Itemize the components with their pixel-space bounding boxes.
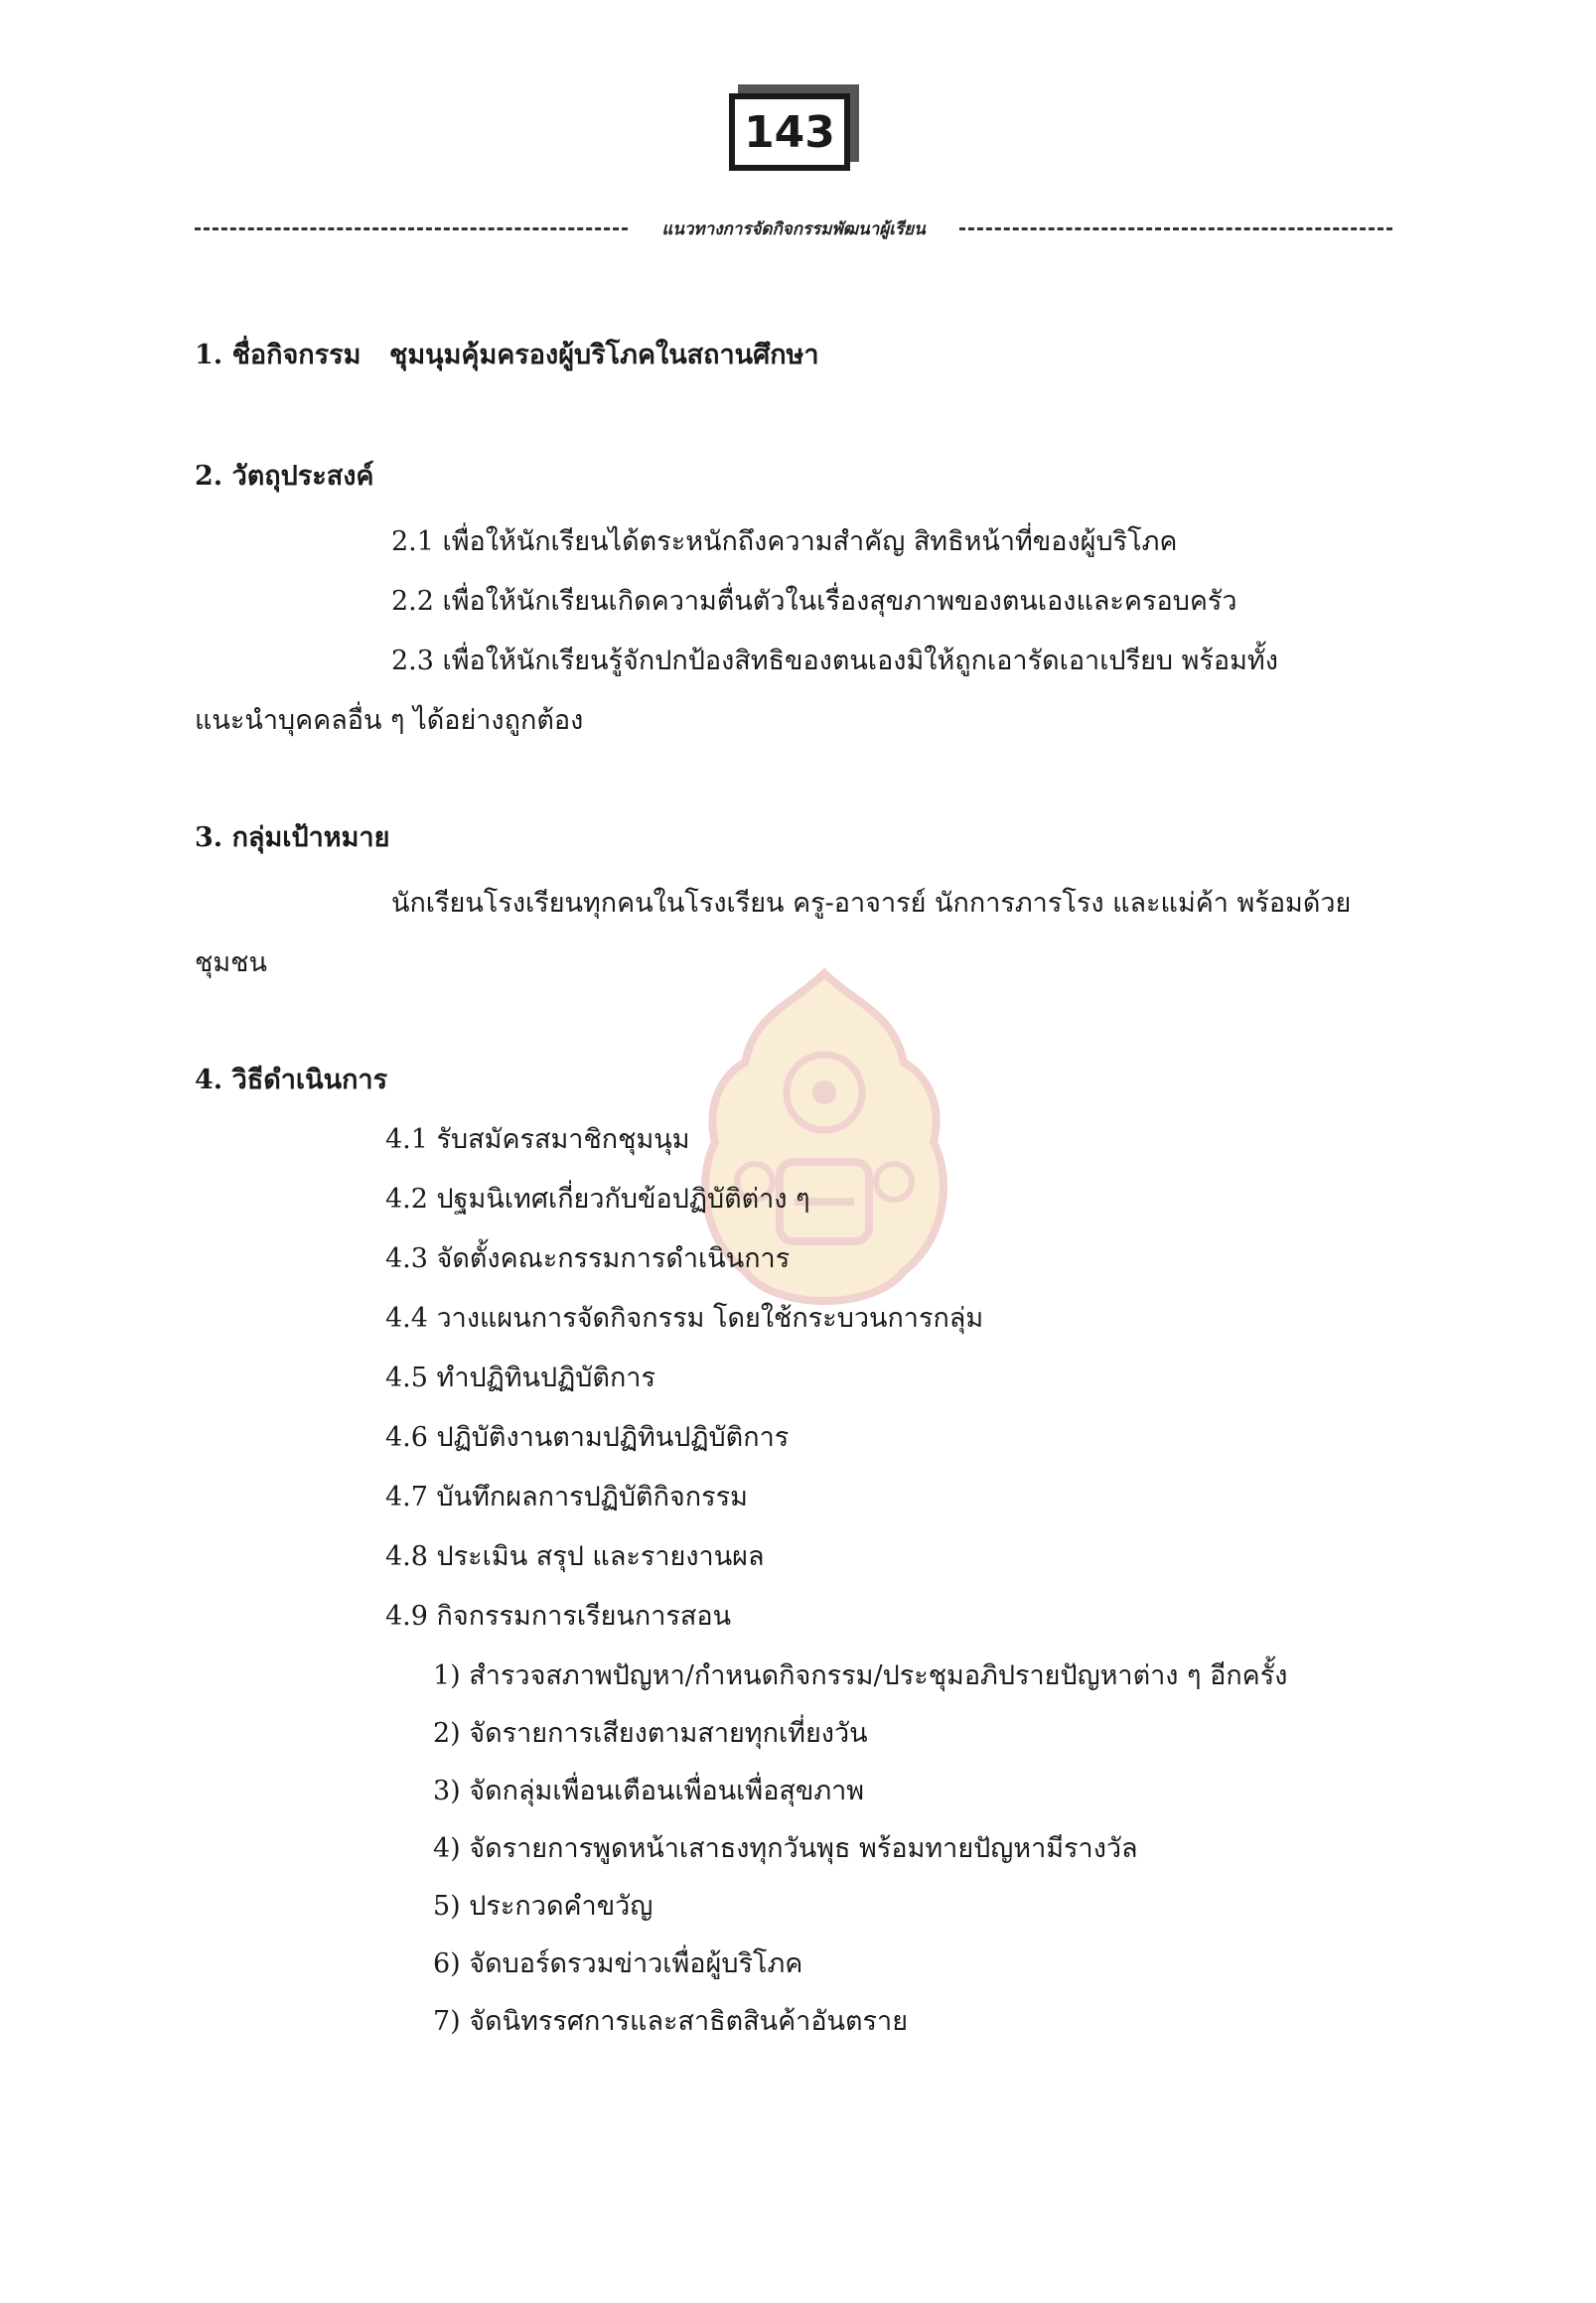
procedure-item: 4.3 จัดตั้งคณะกรรมการดำเนินการ bbox=[385, 1243, 791, 1274]
teaching-activity-item: 5) ประกวดคำขวัญ bbox=[433, 1891, 653, 1922]
procedure-item: 4.5 ทำปฏิทินปฏิบัติการ bbox=[385, 1363, 655, 1393]
header-title: แนวทางการจัดกิจกรรมพัฒนาผู้เรียน bbox=[661, 218, 926, 239]
objective-item-2: 2.2 เพื่อให้นักเรียนเกิดความตื่นตัวในเรื่องสุขภาพของตนเองและครอบครัว bbox=[391, 586, 1237, 617]
procedure-item: 4.2 ปฐมนิเทศเกี่ยวกับข้อปฏิบัติต่าง ๆ bbox=[385, 1184, 810, 1215]
teaching-activity-item: 6) จัดบอร์ดรวมข่าวเพื่อผู้บริโภค bbox=[433, 1948, 803, 1979]
objective-item-3-continuation: แนะนำบุคคลอื่น ๆ ได้อย่างถูกต้อง bbox=[195, 705, 584, 736]
procedure-item: 4.9 กิจกรรมการเรียนการสอน bbox=[385, 1601, 732, 1632]
procedure-item: 4.1 รับสมัครสมาชิกชุมนุม bbox=[385, 1124, 690, 1155]
teaching-activity-item: 4) จัดรายการพูดหน้าเสาธงทุกวันพุธ พร้อมทายปัญหามีรางวัล bbox=[433, 1833, 1138, 1864]
procedure-item: 4.8 ประเมิน สรุป และรายงานผล bbox=[385, 1541, 765, 1572]
section-2-label: 2. วัตถุประสงค์ bbox=[195, 461, 374, 492]
section-1-row bbox=[195, 338, 819, 373]
procedure-item: 4.6 ปฏิบัติงานตามปฏิทินปฏิบัติการ bbox=[385, 1422, 790, 1453]
page-number: 143 bbox=[729, 93, 850, 171]
section-3-label: 3. กลุ่มเป้าหมาย bbox=[195, 822, 390, 853]
teaching-activity-item: 1) สำรวจสภาพปัญหา/กำหนดกิจกรรม/ประชุมอภิปรายปัญหาต่าง ๆ อีกครั้ง bbox=[433, 1660, 1288, 1691]
teaching-activity-item: 7) จัดนิทรรศการและสาธิตสินค้าอันตราย bbox=[433, 2006, 909, 2037]
procedure-item: 4.4 วางแผนการจัดกิจกรรม โดยใช้กระบวนการกลุ่ม bbox=[385, 1303, 984, 1334]
target-group-line-2: ชุมชน bbox=[195, 947, 267, 978]
teaching-activity-item: 2) จัดรายการเสียงตามสายทุกเที่ยงวัน bbox=[433, 1718, 868, 1749]
section-1-label: 1. ชื่อกิจกรรม bbox=[195, 340, 362, 370]
section-4-label: 4. วิธีดำเนินการ bbox=[195, 1065, 388, 1095]
objective-item-3: 2.3 เพื่อให้นักเรียนรู้จักปกป้องสิทธิของตนเองมิให้ถูกเอารัดเอาเปรียบ พร้อมทั้ง bbox=[391, 646, 1278, 676]
activity-name: ชุมนุมคุ้มครองผู้บริโภคในสถานศึกษา bbox=[389, 340, 819, 370]
procedure-item: 4.7 บันทึกผลการปฏิบัติกิจกรรม bbox=[385, 1482, 748, 1512]
target-group-line-1: นักเรียนโรงเรียนทุกคนในโรงเรียน ครู-อาจารย์ นักการภารโรง และแม่ค้า พร้อมด้วย bbox=[391, 888, 1352, 919]
objective-item-1: 2.1 เพื่อให้นักเรียนได้ตระหนักถึงความสำคัญ สิทธิหน้าที่ของผู้บริโภค bbox=[391, 526, 1178, 557]
teaching-activity-item: 3) จัดกลุ่มเพื่อนเตือนเพื่อนเพื่อสุขภาพ bbox=[433, 1776, 865, 1806]
